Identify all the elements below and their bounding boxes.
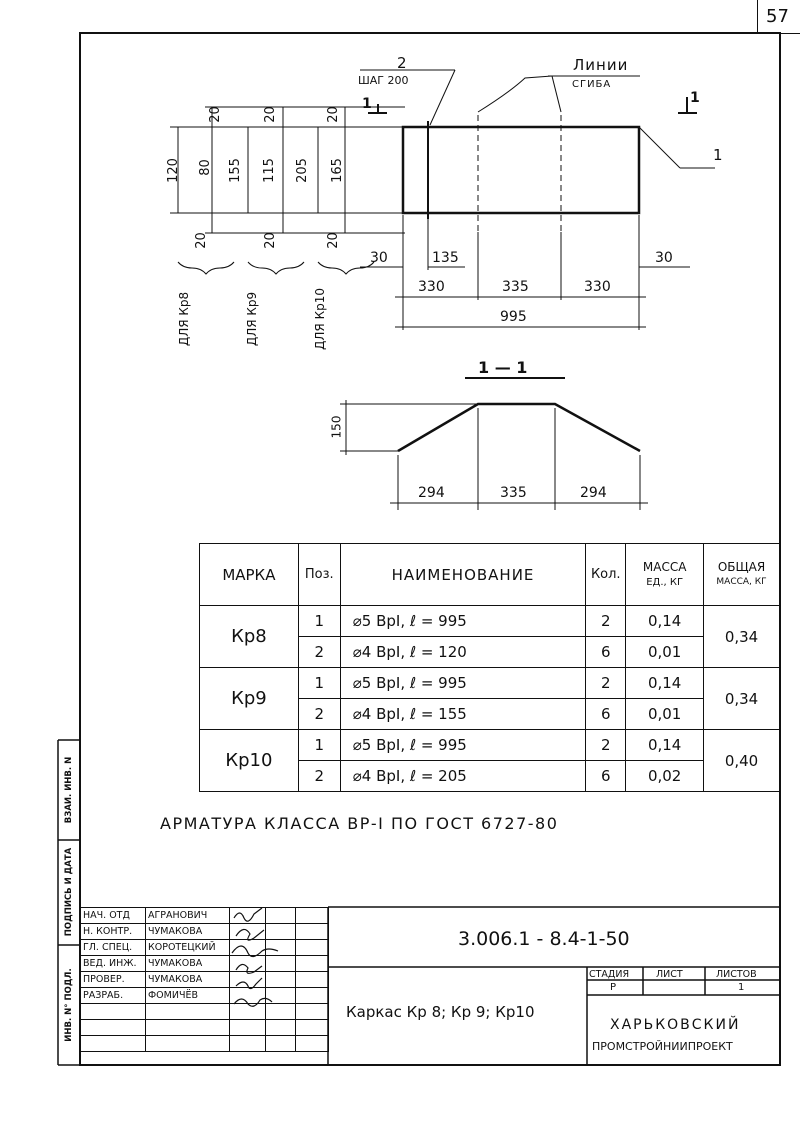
section-mark-left: 1: [362, 96, 372, 112]
total-mass-cell: 0,34: [704, 606, 780, 668]
dim-kr8-height: 120: [165, 158, 181, 183]
header-qty: Кол.: [586, 544, 626, 606]
mass-cell: 0,14: [626, 730, 704, 761]
dim-kr9-bottom: 20: [262, 232, 278, 249]
role: ГЛ. СПЕЦ.: [81, 940, 146, 956]
stage-label: СТАДИЯ: [589, 969, 630, 980]
signature-4: [236, 964, 262, 973]
dim-kr9-inner: 115: [261, 158, 277, 183]
signature-5: [236, 978, 262, 989]
rebar-note: АРМАТУРА КЛАССА ВР-I ПО ГОСТ 6727-80: [160, 814, 559, 833]
seg-335: 335: [502, 279, 529, 295]
qty-cell: 6: [586, 637, 626, 668]
signature-6: [234, 998, 272, 1006]
pos-cell: 2: [298, 637, 340, 668]
organization-line2: ПРОМСТРОЙНИИПРОЕКТ: [592, 1040, 733, 1053]
header-mass-total-line2: МАССА, КГ: [716, 576, 767, 587]
dim-135: 135: [432, 250, 459, 266]
organization-line1: ХАРЬКОВСКИЙ: [610, 1017, 741, 1033]
header-pos: Поз.: [298, 544, 340, 606]
person: ФОМИЧЁВ: [146, 988, 230, 1004]
bend-lines-sub: СГИБА: [572, 79, 612, 90]
total-mass-cell: 0,40: [704, 730, 780, 792]
header-name: НАИМЕНОВАНИЕ: [340, 544, 586, 606]
role: ПРОВЕР.: [81, 972, 146, 988]
sec-294-b: 294: [580, 485, 607, 501]
pos-cell: 1: [298, 606, 340, 637]
person: КОРОТЕЦКИЙ: [146, 940, 230, 956]
pos-cell: 1: [298, 730, 340, 761]
pos-cell: 2: [298, 699, 340, 730]
dim-kr10-top: 20: [325, 106, 341, 123]
mass-cell: 0,14: [626, 606, 704, 637]
total-length: 995: [500, 309, 527, 325]
signature-3: [232, 946, 278, 957]
dim-kr10-bottom: 20: [325, 232, 341, 249]
seg-330-b: 330: [584, 279, 611, 295]
section-mark-right: 1: [690, 90, 700, 106]
sheets-label: ЛИСТОВ: [716, 969, 757, 980]
qty-cell: 2: [586, 668, 626, 699]
sec-294-a: 294: [418, 485, 445, 501]
pos-cell: 1: [298, 668, 340, 699]
person: ЧУМАКОВА: [146, 924, 230, 940]
mark-cell: Кр9: [200, 668, 299, 730]
mass-cell: 0,01: [626, 699, 704, 730]
dim-kr8-label: ДЛЯ Кр8: [177, 291, 192, 347]
name-cell: ⌀5 ВрI, ℓ = 995: [340, 730, 586, 761]
person: ЧУМАКОВА: [146, 956, 230, 972]
qty-cell: 6: [586, 761, 626, 792]
qty-cell: 2: [586, 606, 626, 637]
sec-335: 335: [500, 485, 527, 501]
seg-330-a: 330: [418, 279, 445, 295]
page-number: 57: [766, 6, 789, 27]
header-mass-unit-line1: МАССА: [642, 559, 687, 574]
person: ЧУМАКОВА: [146, 972, 230, 988]
header-mark: МАРКА: [200, 544, 299, 606]
role: РАЗРАБ.: [81, 988, 146, 1004]
dim-left-30: 30: [370, 250, 388, 266]
dim-kr8-bottom: 20: [193, 232, 209, 249]
section-height: 150: [329, 415, 344, 439]
mass-cell: 0,01: [626, 637, 704, 668]
dim-kr10-height: 205: [294, 158, 310, 183]
document-name: Каркас Кр 8; Кр 9; Кр10: [346, 1003, 535, 1021]
sheet-label: ЛИСТ: [656, 969, 683, 980]
name-cell: ⌀5 ВрI, ℓ = 995: [340, 606, 586, 637]
qty-cell: 2: [586, 730, 626, 761]
signature-1: [234, 908, 262, 921]
role: Н. КОНТР.: [81, 924, 146, 940]
dim-kr8-inner: 80: [197, 159, 213, 176]
qty-cell: 6: [586, 699, 626, 730]
bend-lines-title: Линии: [573, 56, 629, 74]
role: ВЕД. ИНЖ.: [81, 956, 146, 972]
step-label: ШАГ 200: [358, 74, 409, 87]
sheets-value: 1: [738, 982, 745, 993]
name-cell: ⌀4 ВрI, ℓ = 205: [340, 761, 586, 792]
dim-kr8-top: 20: [207, 106, 223, 123]
callout-2: 2: [397, 54, 407, 72]
dim-kr9-label: ДЛЯ Кр9: [245, 291, 260, 347]
document-code: 3.006.1 - 8.4-1-50: [458, 928, 630, 950]
side-label-exchange-inv: ВЗАИ. ИНВ. N: [64, 756, 74, 824]
dim-kr9-height: 155: [227, 158, 243, 183]
dim-kr10-label: ДЛЯ Кр10: [312, 288, 327, 350]
side-label-signature-date: ПОДПИСЬ И ДАТА: [64, 847, 74, 937]
mass-cell: 0,14: [626, 668, 704, 699]
stage-value: Р: [610, 982, 617, 993]
person: АГРАНОВИЧ: [146, 908, 230, 924]
callout-1: 1: [713, 146, 723, 164]
dim-kr10-inner: 165: [329, 158, 345, 183]
name-cell: ⌀5 ВрI, ℓ = 995: [340, 668, 586, 699]
mark-cell: Кр8: [200, 606, 299, 668]
pos-cell: 2: [298, 761, 340, 792]
role: НАЧ. ОТД: [81, 908, 146, 924]
dim-kr9-top: 20: [262, 106, 278, 123]
section-title: 1 — 1: [478, 358, 528, 377]
mark-cell: Кр10: [200, 730, 299, 792]
header-mass-unit-line2: ЕД., КГ: [646, 576, 684, 588]
dim-right-30: 30: [655, 250, 673, 266]
side-label-original-inv: ИНВ. N° ПОДЛ.: [64, 968, 74, 1042]
name-cell: ⌀4 ВрI, ℓ = 155: [340, 699, 586, 730]
mass-cell: 0,02: [626, 761, 704, 792]
name-cell: ⌀4 ВрI, ℓ = 120: [340, 637, 586, 668]
header-mass-total-line1: ОБЩАЯ: [717, 559, 766, 574]
total-mass-cell: 0,34: [704, 668, 780, 730]
signature-2: [236, 929, 264, 940]
